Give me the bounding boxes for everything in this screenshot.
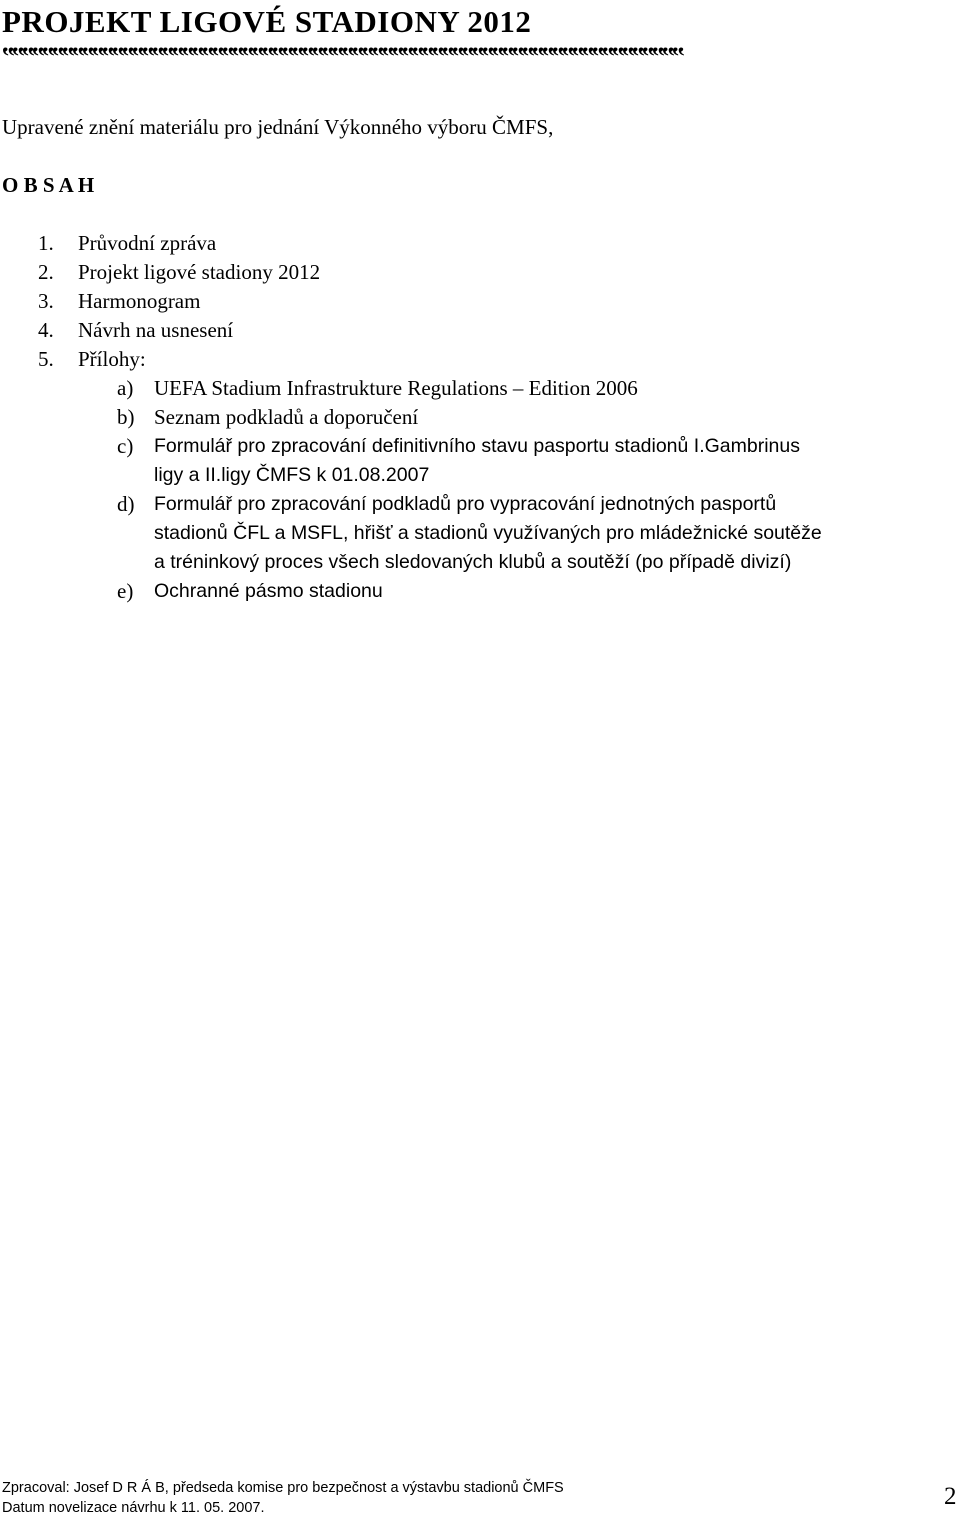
attachment-line: Ochranné pásmo stadionu: [154, 580, 383, 602]
title-ornament: ‟‟‟‟‟‟‟‟‟‟‟‟‟‟‟‟‟‟‟‟‟‟‟‟‟‟‟‟‟‟‟‟‟‟‟‟‟‟‟‟‟‟‟‟‟‟‟‟‟‟‟‟‟‟‟‟‟‟‟‟‟‟‟‟‟‟‟‟: [2, 42, 682, 71]
attachment-line: Seznam podkladů a doporučení: [154, 405, 419, 429]
toc-label: Průvodní zpráva: [78, 231, 217, 255]
attachment-item: [0, 577, 822, 606]
toc-number: 2.: [38, 260, 54, 284]
toc-label: Projekt ligové stadiony 2012: [78, 260, 321, 284]
attachment-item: [0, 432, 822, 490]
contents-heading: O B S A H: [2, 173, 95, 197]
page-number: 2: [944, 1483, 957, 1510]
toc-number: 4.: [38, 318, 54, 342]
document-subtitle: Upravené znění materiálu pro jednání Výkonného výboru ČMFS,: [2, 115, 554, 139]
toc-number: 5.: [38, 347, 54, 371]
attachment-item: [0, 490, 822, 577]
attachment-item: [0, 403, 822, 432]
toc-number: 1.: [38, 231, 54, 255]
attachments-list: [0, 374, 822, 606]
page-footer: [2, 1478, 564, 1518]
toc-number: 3.: [38, 289, 54, 313]
toc-label: Přílohy:: [78, 347, 146, 371]
footer-author-line: Zpracoval: Josef D R Á B, předseda komise pro bezpečnost a výstavbu stadionů ČMFS: [2, 1480, 564, 1496]
attachment-letter: e): [117, 579, 134, 603]
toc-label: Návrh na usnesení: [78, 318, 234, 342]
document-title: PROJEKT LIGOVÉ STADIONY 2012: [2, 4, 532, 39]
attachment-line: ligy a II.ligy ČMFS k 01.08.2007: [154, 464, 430, 486]
attachment-letter: c): [117, 434, 134, 458]
footer-date-line: Datum novelizace návrhu k 11. 05. 2007.: [2, 1500, 265, 1516]
attachment-item: [0, 374, 822, 403]
toc-label: Harmonogram: [78, 289, 201, 313]
attachment-letter: d): [117, 492, 135, 516]
attachment-letter: a): [117, 376, 134, 400]
attachment-line: a tréninkový proces všech sledovaných klubů a soutěží (po případě divizí): [154, 551, 792, 573]
attachment-letter: b): [117, 405, 135, 429]
attachment-line: UEFA Stadium Infrastrukture Regulations – Edition 2006: [154, 376, 638, 400]
attachment-line: Formulář pro zpracování definitivního stavu pasportu stadionů I.Gambrinus: [154, 435, 800, 457]
attachment-line: Formulář pro zpracování podkladů pro vypracování jednotných pasportů: [154, 493, 777, 515]
attachment-line: stadionů ČFL a MSFL, hřišť a stadionů využívaných pro mládežnické soutěže: [154, 522, 822, 544]
